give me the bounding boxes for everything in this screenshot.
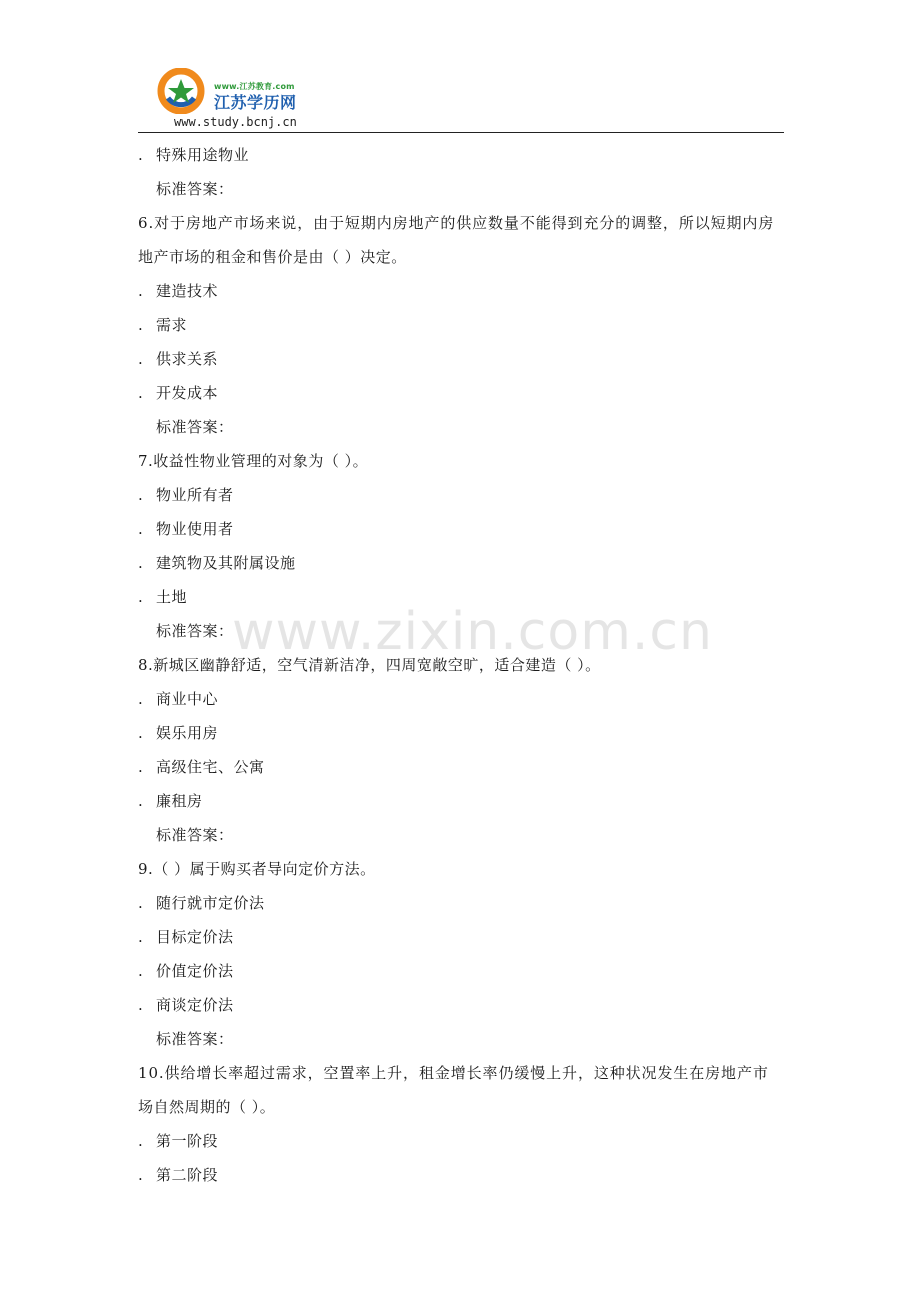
option-line [138,784,786,818]
option-line [138,274,786,308]
option-text: 特殊用途物业 [156,146,250,164]
option-text: 目标定价法 [156,928,234,946]
question-text: 8.新城区幽静舒适，空气清新洁净，四周宽敞空旷，适合建造（ ）。 [138,656,601,674]
option-line [138,886,786,920]
option-text: 土地 [156,588,188,606]
option-text: 物业使用者 [156,520,234,538]
option-bullet: . [138,758,144,776]
option-bullet: . [138,520,144,538]
option-bullet: . [138,316,144,334]
question-text: 10.供给增长率超过需求，空置率上升，租金增长率仍缓慢上升，这种状况发生在房地产市 [138,1064,769,1082]
option-bullet: . [138,486,144,504]
option-text: 廉租房 [156,792,203,810]
option-bullet: . [138,996,144,1014]
option-text: 商业中心 [156,690,219,708]
option-bullet: . [138,146,144,164]
option-line [138,478,786,512]
option-line [138,342,786,376]
option-line [138,954,786,988]
option-text: 建造技术 [156,282,219,300]
option-bullet: . [138,282,144,300]
option-line [138,546,786,580]
question-text: 9.（ ）属于购买者导向定价方法。 [138,860,376,878]
option-text: 随行就市定价法 [156,894,265,912]
logo-title: 江苏学历网 [214,93,297,112]
option-line [138,308,786,342]
option-bullet: . [138,588,144,606]
option-bullet: . [138,554,144,572]
question-list [138,138,786,1192]
option-bullet: . [138,350,144,368]
question-text: 7.收益性物业管理的对象为（ ）。 [138,452,369,470]
option-line [138,750,786,784]
option-line [138,988,786,1022]
option-bullet: . [138,962,144,980]
answer-label: 标准答案： [156,1030,234,1048]
option-text: 商谈定价法 [156,996,234,1014]
answer-label: 标准答案： [156,622,234,640]
option-text: 娱乐用房 [156,724,219,742]
option-bullet: . [138,928,144,946]
option-bullet: . [138,792,144,810]
question-text: 6.对于房地产市场来说，由于短期内房地产的供应数量不能得到充分的调整，所以短期内房 [138,214,775,232]
option-line [138,512,786,546]
option-line [138,716,786,750]
option-text: 高级住宅、公寓 [156,758,265,776]
option-bullet: . [138,894,144,912]
page-header [138,62,784,134]
header-divider [138,132,784,133]
option-bullet: . [138,384,144,402]
option-text: 开发成本 [156,384,219,402]
option-bullet: . [138,690,144,708]
option-text: 第一阶段 [156,1132,219,1150]
option-line [138,138,786,172]
option-text: 第二阶段 [156,1166,219,1184]
question-text-continued: 地产市场的租金和售价是由（ ）决定。 [138,248,407,266]
logo-small-text: www.江苏教育.com [214,82,295,91]
option-text: 建筑物及其附属设施 [156,554,296,572]
option-bullet: . [138,1132,144,1150]
answer-label: 标准答案： [156,418,234,436]
watermark: www.zixin.com.cn [232,602,713,662]
logo-icon [156,68,206,114]
answer-label: 标准答案： [156,180,234,198]
option-line [138,580,786,614]
option-line [138,920,786,954]
answer-label: 标准答案： [156,826,234,844]
option-text: 价值定价法 [156,962,234,980]
site-url: www.study.bcnj.cn [174,115,297,129]
option-line [138,1124,786,1158]
question-text-continued: 场自然周期的（ ）。 [138,1098,276,1116]
option-text: 物业所有者 [156,486,234,504]
option-bullet: . [138,1166,144,1184]
option-bullet: . [138,724,144,742]
option-text: 需求 [156,316,188,334]
option-text: 供求关系 [156,350,219,368]
option-line [138,376,786,410]
option-line [138,1158,786,1192]
option-line [138,682,786,716]
